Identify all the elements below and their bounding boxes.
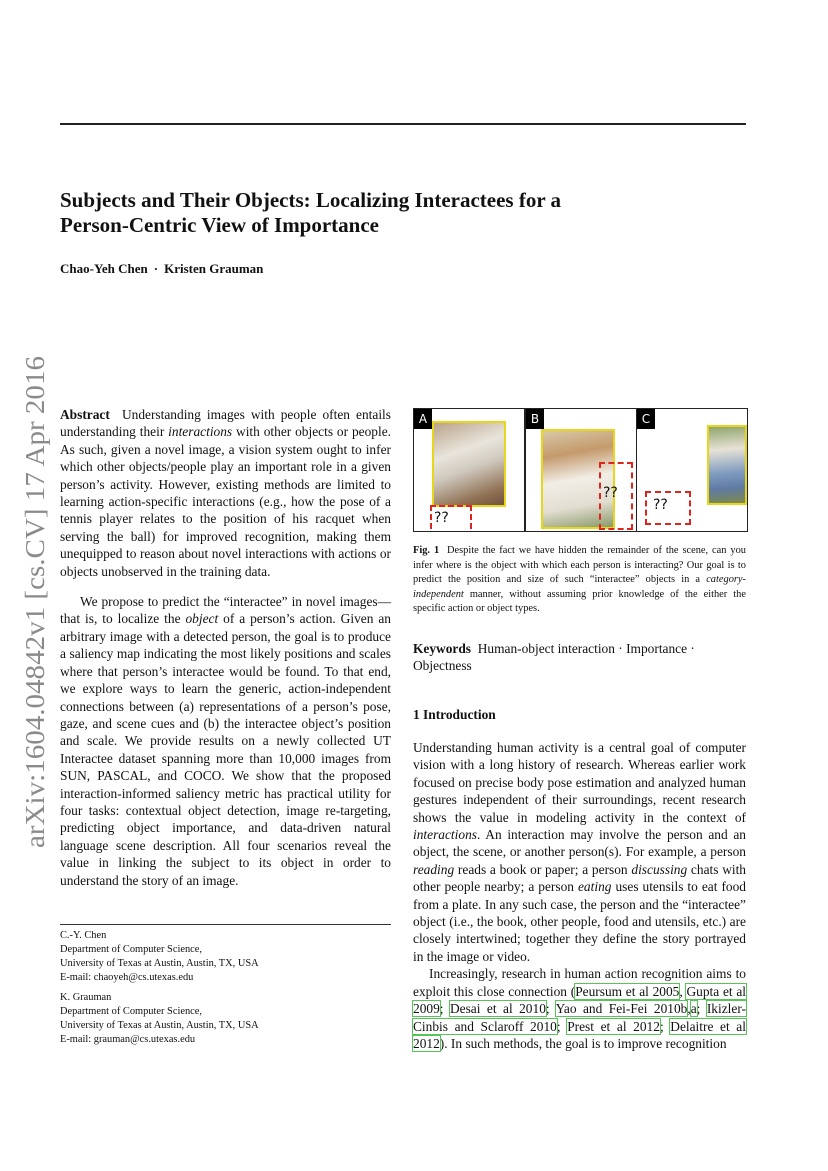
citation-link[interactable]: Gupta et al 2009	[413, 983, 747, 1017]
caption-text: manner, without assuming prior knowledge of the either the specific action or object types.	[413, 588, 746, 614]
footnote-rule	[60, 924, 391, 925]
intro-paragraph-1	[413, 739, 746, 965]
abstract-text: of a person’s action. Given an arbitrary image with a detected person, the goal is to produce a saliency map indicating the most likely positions and scales where that person’s interactee would be found. To that end, we explore ways to learn the generic, action-independent connections between (a) representations of a person’s pose, gaze, and scene cues and (b) the interactee object’s position and scale. We provide results on a newly collected UT Interactee dataset spanning more than 10,000 images from SUN, PASCAL, and COCO. We show that the proposed interaction-informed saliency metric has practical utility for four tasks: contextual object detection, image re-targeting, predicting object importance, and data-driven natural language scene description. All four scenarios reveal the value in linking the subject to its object in order to understand the story of an image.	[60, 611, 391, 888]
footnote-university: University of Texas at Austin, Austin, TX, USA	[60, 958, 259, 969]
footnote-dept: Department of Computer Science,	[60, 1006, 202, 1017]
footnote-author-1	[60, 929, 391, 985]
abstract-emphasis: object	[185, 611, 219, 627]
keywords-text: Human-object interaction · Importance · Objectness	[413, 641, 695, 674]
footnote-email[interactable]: E-mail: chaoyeh@cs.utexas.edu	[60, 972, 194, 983]
footnote-dept: Department of Computer Science,	[60, 944, 202, 955]
figure-panel-b	[525, 408, 637, 532]
citation-link[interactable]: Desai et al 2010	[449, 1001, 546, 1017]
question-marks: ??	[434, 510, 449, 526]
intro-text: chats with other people nearby; a person	[413, 861, 746, 895]
citation-link[interactable]: Yao and Fei-Fei 2010b	[555, 1001, 688, 1017]
citation-link[interactable]: Ikizler-Cinbis and Sclaroff 2010	[413, 1001, 746, 1034]
abstract-paragraph: Abstract Understanding images with people often entails understanding their interactions with other objects or people. As such, given a novel image, a vision system ought to infer which other objects/people play an important role in a given person’s activity. However, existing methods are limited to learning action-specific interactions (e.g., how the pose of a tennis player relates to the position of his racquet when serving the ball) for improved recognition, making them unequipped to reason about novel interactions with actions or objects unobserved in the training data.	[60, 407, 391, 579]
author-name: Chao-Yeh Chen	[60, 261, 148, 276]
figure-1	[413, 408, 746, 532]
section-heading: 1 Introduction	[413, 707, 496, 722]
intro-emphasis: eating	[577, 879, 612, 895]
author-separator: ·	[153, 261, 159, 276]
intro-text: Understanding human activity is a central goal of computer vision with a long history of research. Whereas earlier work focused on precise body pose estimation and analyzed human gestures independent of their surroundings, recent research shows the value in modeling activity in the context of	[413, 740, 746, 825]
interactee-box	[645, 491, 691, 525]
figure-panel-c	[636, 408, 748, 532]
intro-paragraph-2: Increasingly, research in human action recognition aims to exploit this close connection (Peursum et al 2005, Gupta et al 2009; Desai et al 2010; Yao and Fei-Fei 2010b,a; Ikizler-Cinbis and Sclaroff 2010; Prest et al 2012; Delaitre et al 2012). In such methods, the goal is to improve recognition	[413, 966, 747, 1051]
question-marks: ??	[603, 485, 618, 501]
person-photo	[707, 425, 747, 505]
keywords-heading: Keywords	[413, 641, 472, 656]
caption-label: Fig. 1	[413, 545, 440, 556]
citation-link[interactable]: a	[690, 1001, 697, 1017]
author-list	[60, 261, 263, 277]
abstract-line-1: Understanding images with people often entails	[121, 407, 391, 422]
citation-link[interactable]: Delaitre et al 2012	[413, 1018, 746, 1051]
intro-emphasis: discussing	[631, 861, 688, 877]
author-name: Kristen Grauman	[164, 261, 264, 276]
intro-emphasis: interactions	[413, 827, 477, 843]
intro-text: Increasingly, research in human action recognition aims to exploit this close connection (	[413, 966, 746, 999]
footnote-email[interactable]: E-mail: grauman@cs.utexas.edu	[60, 1034, 196, 1045]
arxiv-stamp	[14, 352, 54, 852]
paper-title	[60, 188, 660, 238]
intro-text: reads a book or paper; a person	[454, 861, 632, 877]
abstract-section	[60, 406, 391, 889]
introduction-body	[413, 739, 746, 1052]
title-line-1: Subjects and Their Objects: Localizing Interactees for a	[60, 188, 562, 212]
abstract-text: We propose to predict the “interactee” in novel images—that is, to localize the	[60, 594, 391, 627]
figure-panel-a	[413, 408, 525, 532]
footnote-name: K. Grauman	[60, 992, 112, 1003]
keywords	[413, 640, 746, 675]
person-photo	[432, 421, 506, 507]
panel-label: A	[414, 409, 432, 429]
citation-link[interactable]: Peursum et al 2005	[575, 983, 680, 999]
caption-emphasis: category-independent	[413, 574, 746, 600]
header-rule	[60, 123, 746, 125]
panel-label: C	[637, 409, 655, 429]
intro-emphasis: reading	[413, 861, 455, 877]
question-marks: ??	[653, 497, 668, 513]
footnote-university: University of Texas at Austin, Austin, TX, USA	[60, 1020, 259, 1031]
citation-link[interactable]: Prest et al 2012	[567, 1018, 660, 1034]
intro-text: ). In such methods, the goal is to improve recognition	[439, 1035, 727, 1051]
arxiv-stamp-text: arXiv:1604.04842v1 [cs.CV] 17 Apr 2016	[20, 390, 50, 848]
title-line-2: Person-Centric View of Importance	[60, 213, 379, 237]
panel-label: B	[526, 409, 544, 429]
caption-text: Despite the fact we have hidden the remainder of the scene, can you infer where is the object with which each person is interacting? Our goal is to predict the position and size of such “interactee” objects in a	[413, 545, 746, 585]
footnote-name: C.-Y. Chen	[60, 930, 107, 941]
abstract-paragraph-2	[60, 593, 391, 889]
figure-caption	[413, 544, 746, 617]
intro-text: . An interaction may involve the person and an object, the scene, or another person(s). For example, a person	[413, 827, 746, 860]
abstract-heading: Abstract	[60, 407, 110, 422]
intro-text: uses utensils to eat food from a plate. In any such case, the person and the “interactee” object (i.e., the book, other people, food and utensils, etc.) are closely intertwined; together they define the story portrayed in the image or video.	[413, 879, 746, 964]
footnote-author-2	[60, 991, 391, 1047]
